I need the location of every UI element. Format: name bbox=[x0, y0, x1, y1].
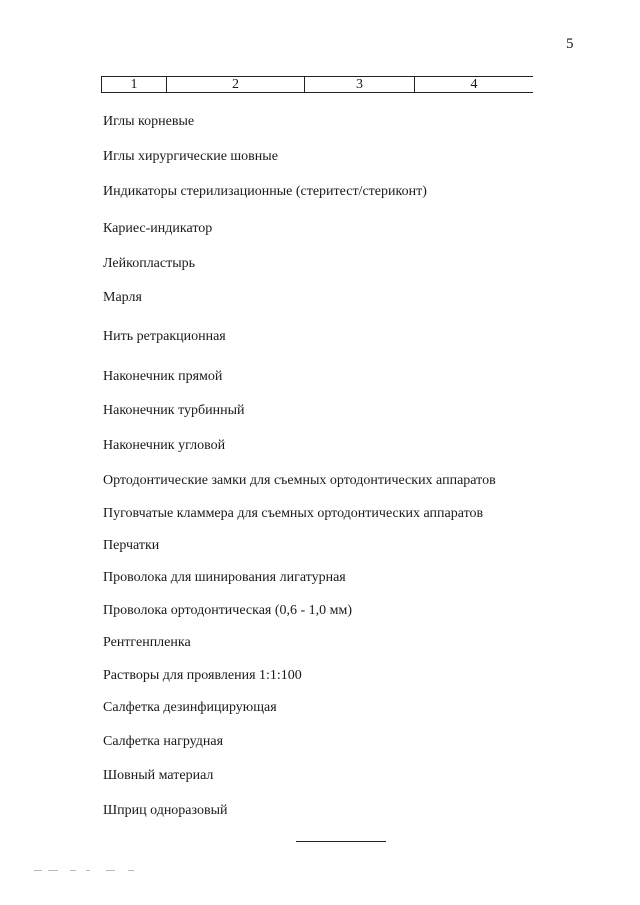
list-item: Индикаторы стерилизационные (стеритест/стериконт) bbox=[103, 184, 427, 199]
list-item: Пуговчатые кламмера для съемных ортодонтических аппаратов bbox=[103, 506, 484, 521]
list-item: Растворы для проявления 1:1:100 bbox=[103, 668, 302, 683]
list-item: Рентгенпленка bbox=[103, 635, 191, 650]
list-item: Перчатки bbox=[103, 538, 160, 553]
list-item: Иглы хирургические шовные bbox=[103, 149, 278, 164]
column-4-number: 4 bbox=[415, 77, 534, 93]
list-item: Шовный материал bbox=[103, 768, 214, 783]
column-1-number: 1 bbox=[102, 77, 167, 93]
list-item: Ортодонтические замки для съемных ортодонтических аппаратов bbox=[103, 473, 496, 488]
list-item: Салфетка нагрудная bbox=[103, 734, 224, 749]
list-item: Нить ретракционная bbox=[103, 329, 226, 344]
list-item: Проволока для шинирования лигатурная bbox=[103, 570, 346, 585]
list-item: Проволока ортодонтическая (0,6 - 1,0 мм) bbox=[103, 603, 353, 618]
scan-artifact bbox=[34, 868, 144, 874]
list-item: Салфетка дезинфицирующая bbox=[103, 700, 277, 715]
end-of-list-rule bbox=[296, 841, 386, 842]
list-item: Наконечник прямой bbox=[103, 369, 223, 384]
column-2-number: 2 bbox=[167, 77, 305, 93]
list-item: Лейкопластырь bbox=[103, 256, 196, 271]
column-3-number: 3 bbox=[305, 77, 415, 93]
list-item: Кариес-индикатор bbox=[103, 221, 213, 236]
list-item: Шприц одноразовый bbox=[103, 803, 228, 818]
list-item: Марля bbox=[103, 290, 142, 305]
list-item: Наконечник угловой bbox=[103, 438, 226, 453]
list-item: Наконечник турбинный bbox=[103, 403, 245, 418]
list-item: Иглы корневые bbox=[103, 114, 195, 129]
page-number: 5 bbox=[566, 36, 574, 52]
